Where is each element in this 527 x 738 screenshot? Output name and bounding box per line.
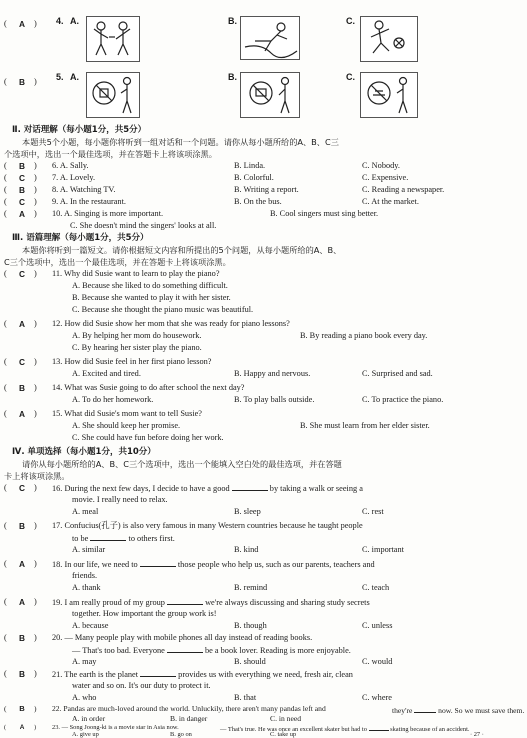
question-text-cont: friends. (72, 571, 98, 580)
question-text: 18. In our life, we need to those people who help us, such as our parents, teachers and (52, 560, 375, 569)
question-text-cont: to be to others first. (72, 534, 175, 543)
option-c-label: C. (346, 16, 355, 26)
option-b: B. kind (234, 545, 259, 554)
option-c: C. By hearing her sister play the piano. (72, 343, 202, 352)
option-b: B. should (234, 657, 266, 666)
question-text: 14. What was Susie going to do after school the next day? (52, 383, 245, 392)
option-b: B. that (234, 693, 257, 702)
option-a-label: A. (70, 72, 79, 82)
option-a: 7. A. Lovely. (52, 173, 96, 182)
option-c: C. Expensive. (362, 173, 409, 182)
answer-blank[interactable] (140, 558, 176, 567)
question-text: 17. Confucius(孔子) is also very famous in many Western countries because he taught people (52, 521, 363, 530)
question-21: ( B ) 21. The earth is the planet provides us with everything we need, fresh air, clean (4, 669, 353, 679)
option-a: A. To do her homework. (72, 395, 154, 404)
option-b: B. Linda. (234, 161, 266, 170)
option-b: B. remind (234, 583, 268, 592)
option-a: A. who (72, 693, 97, 702)
option-c: C. teach (362, 583, 390, 592)
option-a: A. similar (72, 545, 106, 554)
question-text: 21. The earth is the planet provides us with everything we need, fresh air, clean (52, 670, 353, 679)
question-18: ( A ) 18. In our life, we need to those people who help us, such as our parents, teachers and (4, 559, 375, 569)
answer-blank[interactable] (369, 724, 389, 731)
section-3-title: Ⅲ. 语篇理解（每小题1分，共5分） (12, 233, 149, 243)
question-10: ( A ) 10. A. Singing is more important. B. Cool singers must sing better. (4, 209, 379, 219)
option-c-label: C. (346, 72, 355, 82)
answer-blank[interactable] (167, 596, 203, 605)
question-text: 16. During the next few days, I decide to have a good by taking a walk or seeing a (52, 484, 363, 493)
option-b: B. go on (170, 731, 192, 738)
answer-letter: A (19, 319, 25, 329)
answer-letter: C (19, 483, 25, 493)
question-text-cont: water and so on. It's our duty to protect it. (72, 681, 211, 690)
answer-blank[interactable] (232, 482, 268, 491)
answer-letter: B (19, 669, 25, 679)
option-a: A. give up (72, 731, 99, 738)
picture-option-b[interactable] (240, 16, 300, 60)
answer-letter: C (19, 173, 25, 183)
answer-letter: A (19, 209, 25, 219)
option-c: C. would (362, 657, 393, 666)
option-a: A. Because she liked to do something difficult. (72, 281, 228, 290)
picture-option-a[interactable] (86, 72, 140, 118)
question-text: 23. — Song Joong-ki is a movie star in Asia now. (52, 724, 179, 731)
option-a: 6. A. Sally. (52, 161, 89, 170)
section-4-instruction: 请你从每小题所给的A、B、C三个选项中，选出一个能填入空白处的最佳选项，并在答题 (22, 459, 342, 469)
section-2-instruction: 本题共5个小题，每小题你将听到一组对话和一个问题。请你从每小题所给的A、B、C三 (22, 137, 339, 147)
question-4-pictures (56, 16, 456, 56)
section-4-title: Ⅳ. 单项选择（每小题1分，共10分） (12, 447, 156, 457)
question-5-pictures (56, 72, 456, 112)
picture-option-c[interactable] (360, 72, 418, 118)
question-20: ( B ) 20. — Many people play with mobile phones all day instead of reading books. (4, 633, 313, 643)
section-3-instruction: C三个选项中，选出一个最佳选项，并在答题卡上将该项涂黑。 (4, 257, 231, 267)
option-c: C. unless (362, 621, 393, 630)
option-a-label: A. (70, 16, 79, 26)
question-text-cont: they're now. So we must save them. (392, 706, 525, 715)
option-b: B. On the bus. (234, 197, 282, 206)
section-2-instruction: 个选项中，选出一个最佳选项，并在答题卡上将该项涂黑。 (4, 149, 217, 159)
question-7: ( C ) 7. A. Lovely. B. Colorful. C. Expensive. (4, 173, 409, 183)
option-a: A. because (72, 621, 109, 630)
answer-blank[interactable] (167, 644, 203, 653)
answer-letter: B (19, 704, 25, 713)
question-19: ( A ) 19. I am really proud of my group we're always discussing and sharing study secrets (4, 597, 370, 607)
option-c: C. She could have fun before doing her work. (72, 433, 224, 442)
question-text-cont: movie. I really need to relax. (72, 495, 168, 504)
option-b-label: B. (228, 72, 237, 82)
option-c: C. Surprised and sad. (362, 369, 433, 378)
section-2-title: Ⅱ. 对话理解（每小题1分，共5分） (12, 125, 147, 135)
answer-letter: C (19, 357, 25, 367)
option-c: C. To practice the piano. (362, 395, 444, 404)
option-c: C. where (362, 693, 392, 702)
question-9: ( C ) 9. A. In the restaurant. B. On the bus. C. At the market. (4, 197, 419, 207)
question-22: ( B ) 22. Pandas are much-loved around the world. Unluckily, there aren't many pandas left and they're now. So we must save them. (4, 704, 525, 715)
picture-option-a[interactable] (86, 16, 140, 62)
option-c: C. Reading a newspaper. (362, 185, 445, 194)
question-4-row: ( A ) (4, 19, 37, 29)
question-14: ( B ) 14. What was Susie going to do after school the next day? (4, 383, 245, 393)
question-10-c (0, 220, 527, 232)
answer-letter: C (19, 269, 25, 279)
answer-letter: A (19, 724, 25, 731)
option-b: B. She must learn from her elder sister. (300, 421, 430, 430)
question-13: ( C ) 13. How did Susie feel in her first piano lesson? (4, 357, 212, 367)
option-a: A. may (72, 657, 97, 666)
question-text: 13. How did Susie feel in her first piano lesson? (52, 357, 212, 366)
question-text: 20. — Many people play with mobile phones all day instead of reading books. (52, 633, 313, 642)
question-5-row: ( B ) (4, 77, 37, 87)
question-text: 15. What did Susie's mom want to tell Susie? (52, 409, 202, 418)
answer-letter: B (19, 521, 25, 531)
option-b: B. By reading a piano book every day. (300, 331, 428, 340)
option-a: A. She should keep her promise. (72, 421, 181, 430)
answer-letter: A (19, 19, 25, 29)
answer-letter: B (19, 633, 25, 643)
answer-letter: C (19, 197, 25, 207)
option-c: C. in need (270, 714, 302, 723)
option-c: C. Nobody. (362, 161, 400, 170)
question-number: 4. (56, 16, 64, 26)
option-c: C. important (362, 545, 404, 554)
question-text: 12. How did Susie show her mom that she was ready for piano lessons? (52, 319, 290, 328)
question-17: ( B ) 17. Confucius(孔子) is also very famous in many Western countries because he taught people (4, 521, 363, 531)
option-b: B. Colorful. (234, 173, 274, 182)
answer-blank[interactable] (414, 704, 436, 713)
question-text: 22. Pandas are much-loved around the world. Unluckily, there aren't many pandas left and (52, 704, 326, 713)
question-8: ( B ) 8. A. Watching TV. B. Writing a report. C. Reading a newspaper. (4, 185, 445, 195)
option-b: B. To play balls outside. (234, 395, 315, 404)
question-text-cont: — That's too bad. Everyone be a book lover. Reading is more enjoyable. (72, 646, 351, 655)
option-a: A. meal (72, 507, 99, 516)
question-text-cont: — That's true. He was once an excellent skater but had to skating because of an accident. (220, 726, 470, 733)
answer-letter: B (19, 185, 25, 195)
option-c: C. rest (362, 507, 384, 516)
answer-letter: B (19, 77, 25, 87)
question-number: 5. (56, 72, 64, 82)
answer-letter: A (19, 409, 25, 419)
answer-letter: B (19, 161, 25, 171)
section-4-instruction: 卡上将该项涂黑。 (4, 471, 70, 481)
option-b-label: B. (228, 16, 237, 26)
option-a: A. Excited and tired. (72, 369, 141, 378)
option-b: B. Cool singers must sing better. (270, 209, 379, 218)
option-a: A. in order (72, 714, 106, 723)
option-b: B. Writing a report. (234, 185, 299, 194)
option-a: 8. A. Watching TV. (52, 185, 116, 194)
option-b: B. Happy and nervous. (234, 369, 311, 378)
answer-blank[interactable] (140, 668, 176, 677)
option-a: A. thank (72, 583, 101, 592)
section-3-instruction: 本题你将听到一篇短文。请你根据短文内容和所提出的5个问题，从每小题所给的A、B、 (22, 245, 342, 255)
question-text: 11. Why did Susie want to learn to play the piano? (52, 269, 220, 278)
picture-option-b[interactable] (240, 72, 300, 118)
answer-letter: A (19, 597, 25, 607)
option-a: 10. A. Singing is more important. (52, 209, 164, 218)
option-c: C. take up (270, 731, 297, 738)
question-text-cont: together. How important the group work is! (72, 609, 217, 618)
answer-letter: B (19, 383, 25, 393)
question-11: ( C ) 11. Why did Susie want to learn to play the piano? (4, 269, 220, 279)
answer-letter: A (19, 559, 25, 569)
question-text: 19. I am really proud of my group we're always discussing and sharing study secrets (52, 598, 370, 607)
option-a: 9. A. In the restaurant. (52, 197, 126, 206)
option-b: B. Because she wanted to play it with her sister. (72, 293, 231, 302)
option-c: C. She doesn't mind the singers' looks at all. (70, 221, 217, 230)
page-number: · 27 · (470, 731, 484, 738)
question-16: ( C ) 16. During the next few days, I decide to have a good by taking a walk or seeing a (4, 483, 363, 493)
option-b: B. though (234, 621, 267, 630)
option-b: B. in danger (170, 714, 208, 723)
answer-blank[interactable] (90, 532, 126, 541)
option-b: B. sleep (234, 507, 261, 516)
question-15: ( A ) 15. What did Susie's mom want to tell Susie? (4, 409, 202, 419)
option-c: C. At the market. (362, 197, 419, 206)
question-12: ( A ) 12. How did Susie show her mom that she was ready for piano lessons? (4, 319, 290, 329)
question-23: ( A ) 23. — Song Joong-ki is a movie star in Asia now. — That's true. He was once an excellent skater but had to skating because of an accident. (4, 724, 470, 733)
option-a: A. By helping her mom do housework. (72, 331, 202, 340)
option-c: C. Because she thought the piano music was beautiful. (72, 305, 254, 314)
picture-option-c[interactable] (360, 16, 418, 62)
question-6: ( B ) 6. A. Sally. B. Linda. C. Nobody. (4, 161, 400, 171)
